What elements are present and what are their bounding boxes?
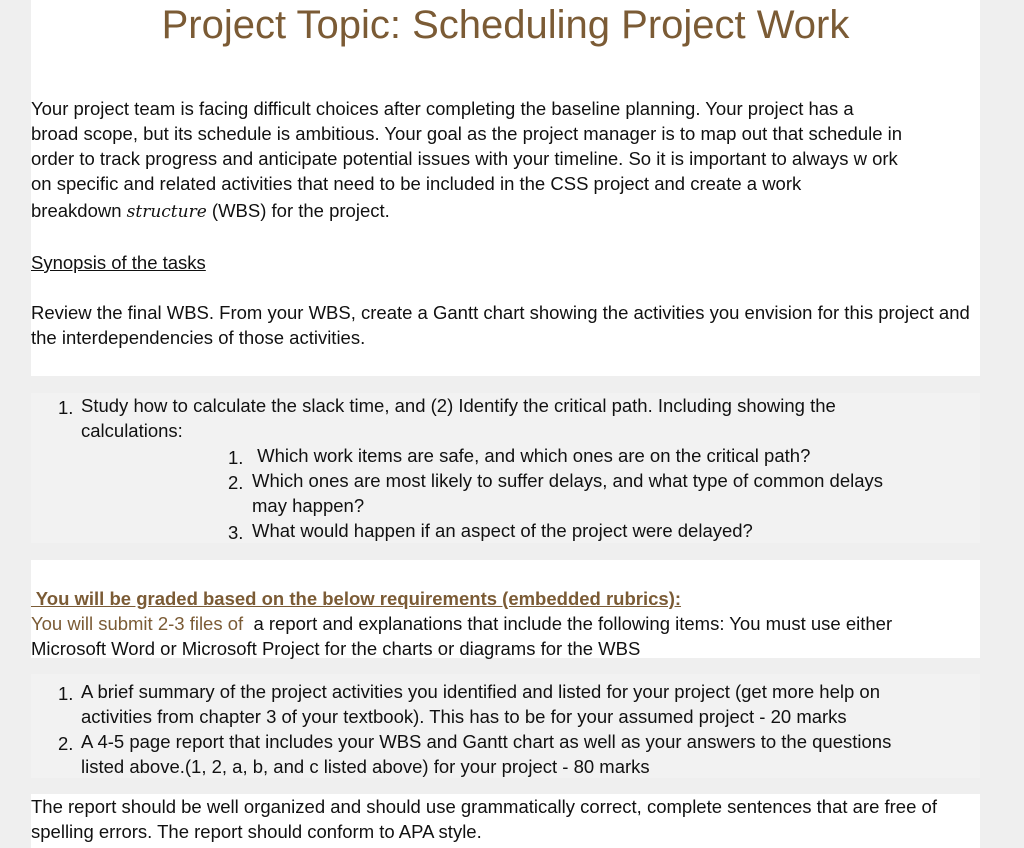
grading-section xyxy=(31,560,980,658)
sub-item: What would happen if an aspect of the project were delayed? xyxy=(252,520,753,541)
intro-line: Your project team is facing difficult choices after completing the baseline planning. Your project has a xyxy=(31,98,854,119)
closing-section xyxy=(31,794,980,848)
grading-heading: You will be graded based on the below requirements (embedded rubrics): xyxy=(31,588,682,609)
list-number: 1. xyxy=(228,447,244,468)
intro-line xyxy=(31,196,980,227)
list-number: 3. xyxy=(228,522,244,543)
page-title-text: Project Topic: Scheduling Project Work xyxy=(161,3,850,47)
task-item-line: calculations: xyxy=(81,420,183,441)
list-number: 1. xyxy=(58,397,74,418)
list-number: 2. xyxy=(58,733,74,754)
requirement-line: A brief summary of the project activities you identified and listed for your project (get more help on xyxy=(81,681,880,702)
grading-body xyxy=(31,611,980,661)
sub-item: Which ones are most likely to suffer delays, and what type of common delays xyxy=(252,470,884,491)
list-number: 2. xyxy=(228,472,244,493)
intro-section xyxy=(31,90,980,376)
synopsis-heading: Synopsis of the tasks xyxy=(31,252,206,273)
grading-submit-brown: You will submit 2-3 files of xyxy=(31,613,249,634)
requirement-line: A 4-5 page report that includes your WBS and Gantt chart as well as your answers to the questions xyxy=(81,731,892,752)
intro-line: on specific and related activities that need to be included in the CSS project and create a work xyxy=(31,173,802,194)
review-paragraph: Review the final WBS. From your WBS, create a Gantt chart showing the activities you envision for this project and the interdependencies of those activities. xyxy=(31,302,970,348)
requirement-line: activities from chapter 3 of your textbook). This has to be for your assumed project - 20 marks xyxy=(81,706,847,727)
list-number: 1. xyxy=(58,683,74,704)
closing-paragraph: The report should be well organized and should use grammatically correct, complete sentences that are free of spelling errors. The report should conform to APA style. xyxy=(31,796,937,842)
sub-item: may happen? xyxy=(252,495,365,516)
requirements-list xyxy=(31,674,980,778)
task-item-line: Study how to calculate the slack time, and (2) Identify the critical path. Including showing the xyxy=(81,395,836,416)
requirement-line: listed above.(1, 2, a, b, and c listed above) for your project - 80 marks xyxy=(81,756,650,777)
intro-line: order to track progress and anticipate potential issues with your timeline. So it is important to always w ork xyxy=(31,148,898,169)
intro-last-after: (WBS) for the project. xyxy=(206,200,390,221)
intro-italic-word: structure xyxy=(126,202,207,222)
grading-submit-line2: Microsoft Word or Microsoft Project for the charts or diagrams for the WBS xyxy=(31,638,641,659)
task-list xyxy=(31,393,980,543)
grading-submit-rest: a report and explanations that include the following items: You must use either xyxy=(248,613,893,634)
sub-item: Which work items are safe, and which ones are on the critical path? xyxy=(252,445,811,466)
page-title xyxy=(31,0,980,90)
intro-line: broad scope, but its schedule is ambitious. Your goal as the project manager is to map out that schedule in xyxy=(31,123,903,144)
intro-last-before: breakdown xyxy=(31,200,127,221)
intro-paragraph xyxy=(31,96,980,227)
